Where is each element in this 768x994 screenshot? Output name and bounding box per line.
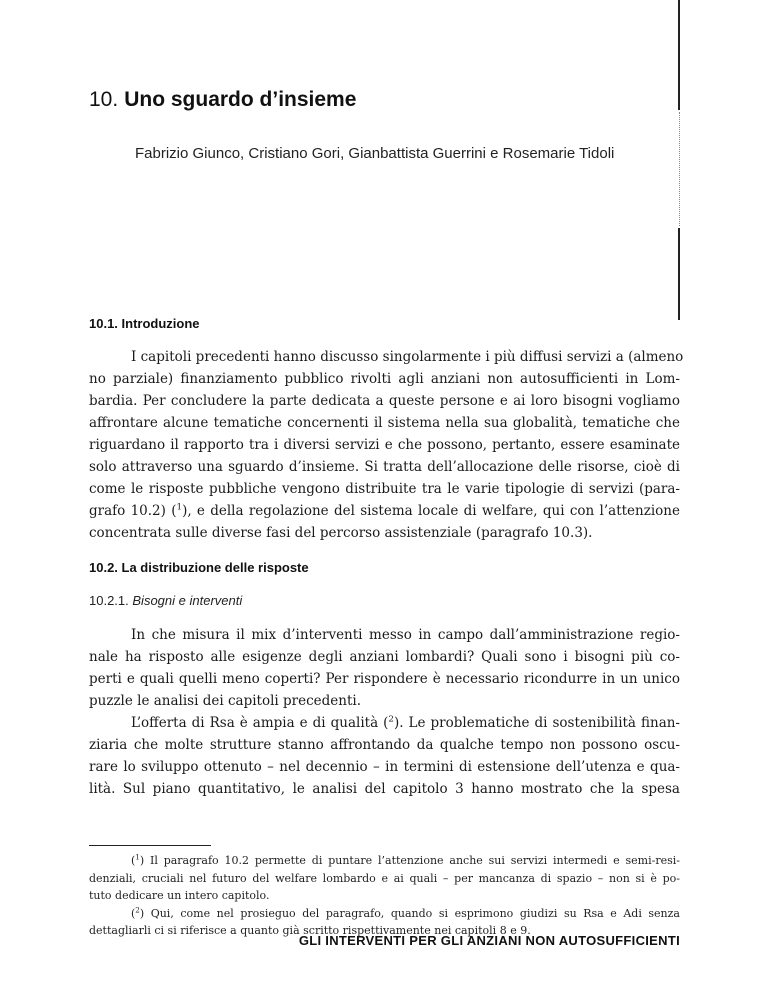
text-line: no parziale) finanziamento pubblico rivolti agli anziani non autosufficienti in Lom-	[89, 371, 680, 387]
text-line: come le risposte pubbliche vengono distribuite tra le varie tipologie di servizi (para-	[89, 481, 680, 497]
section-body-introduzione	[89, 346, 684, 544]
footnotes	[89, 852, 680, 940]
text-line: puzzle le analisi dei capitoli precedenti.	[89, 693, 362, 709]
footnote-ref-2[interactable]: 2	[388, 714, 394, 725]
section-heading-distribuzione: 10.2. La distribuzione delle risposte	[89, 560, 309, 575]
section-heading-introduzione: 10.1. Introduzione	[89, 316, 200, 331]
running-footer: GLI INTERVENTI PER GLI ANZIANI NON AUTOSUFFICIENTI	[298, 933, 680, 948]
text-line: grafo 10.2) ($^1$), e della regolazione del sistema locale di welfare, qui con l’attenzione	[89, 502, 680, 519]
footnote-ref-1[interactable]: 1	[176, 502, 183, 513]
text-line: In che misura il mix d’interventi messo in campo dall’amministrazione regio-	[131, 627, 680, 643]
text-line: nale ha risposto alle esigenze degli anziani lombardi? Quali sono i bisogni più co-	[89, 649, 680, 665]
text-line: affrontare alcune tematiche concernenti il sistema nella sua globalità, tematiche che	[89, 415, 680, 431]
text-line: rare lo sviluppo ottenuto – nel decennio – in termini di estensione dell’utenza e qua-	[89, 759, 680, 775]
text-line: ziaria che molte strutture stanno affrontando da qualche tempo non possono oscu-	[89, 737, 680, 753]
chapter-number: 10.	[89, 88, 119, 111]
footnote-marker-1: 1	[135, 852, 140, 862]
text-line: bardia. Per concludere la parte dedicata a queste persone e ai loro bisogni vogliamo	[89, 393, 680, 409]
footnote-line: tuto dedicare un intero capitolo.	[89, 889, 270, 902]
footnote-line: denziali, cruciali nel futuro del welfare lombardo e ai quali – per mancanza di spazio – non si è po-	[89, 871, 680, 885]
footnote-line: ($^2$) Qui, come nel prosieguo del paragrafo, quando si esprimono giudizi su Rsa e Adi senza	[131, 904, 680, 920]
chapter-title-text: Uno sguardo d’insieme	[124, 88, 357, 111]
text-line: concentrata sulle diverse fasi del percorso assistenziale (paragrafo 10.3).	[89, 525, 593, 541]
subsection-number: 10.2.1.	[89, 593, 129, 608]
text-line: I capitoli precedenti hanno discusso singolarmente i più diffusi servizi a (almeno	[131, 349, 684, 365]
chapter-title	[89, 88, 356, 112]
subsection-title: Bisogni e interventi	[132, 593, 243, 608]
text-line: solo attraverso una sguardo d’insieme. Si tratta dell’allocazione delle risorse, cioè di	[89, 459, 680, 475]
text-line: lità. Sul piano quantitativo, le analisi del capitolo 3 hanno mostrato che la spesa	[89, 781, 680, 797]
footnote-marker-2: 2	[135, 904, 140, 914]
chapter-authors: Fabrizio Giunco, Cristiano Gori, Gianbattista Guerrini e Rosemarie Tidoli	[135, 145, 615, 162]
text-line: L’offerta di Rsa è ampia e di qualità ($^2$). Le problematiche di sostenibilità finan-	[131, 714, 680, 731]
footnote-line: dettagliarli ci si riferisce a quanto già scritto rispettivamente nei capitoli 8 e 9.	[89, 924, 531, 937]
footnote-separator	[89, 845, 211, 846]
text-line: perti e quali quelli meno coperti? Per rispondere è necessario ricondurre in un unico	[89, 671, 680, 687]
page-edge-dotted-rule	[679, 112, 680, 226]
section-body-distribuzione	[89, 624, 680, 800]
subsection-heading	[89, 593, 242, 608]
page-edge-rule-bottom	[678, 228, 680, 320]
text-line: riguardano il rapporto tra i diversi servizi e che possono, pertanto, essere esaminate	[89, 437, 680, 453]
page-edge-rule-top	[678, 0, 680, 110]
footnote-line: ($^1$) Il paragrafo 10.2 permette di puntare l’attenzione anche sui servizi intermedi e semi-resi-	[131, 852, 680, 867]
